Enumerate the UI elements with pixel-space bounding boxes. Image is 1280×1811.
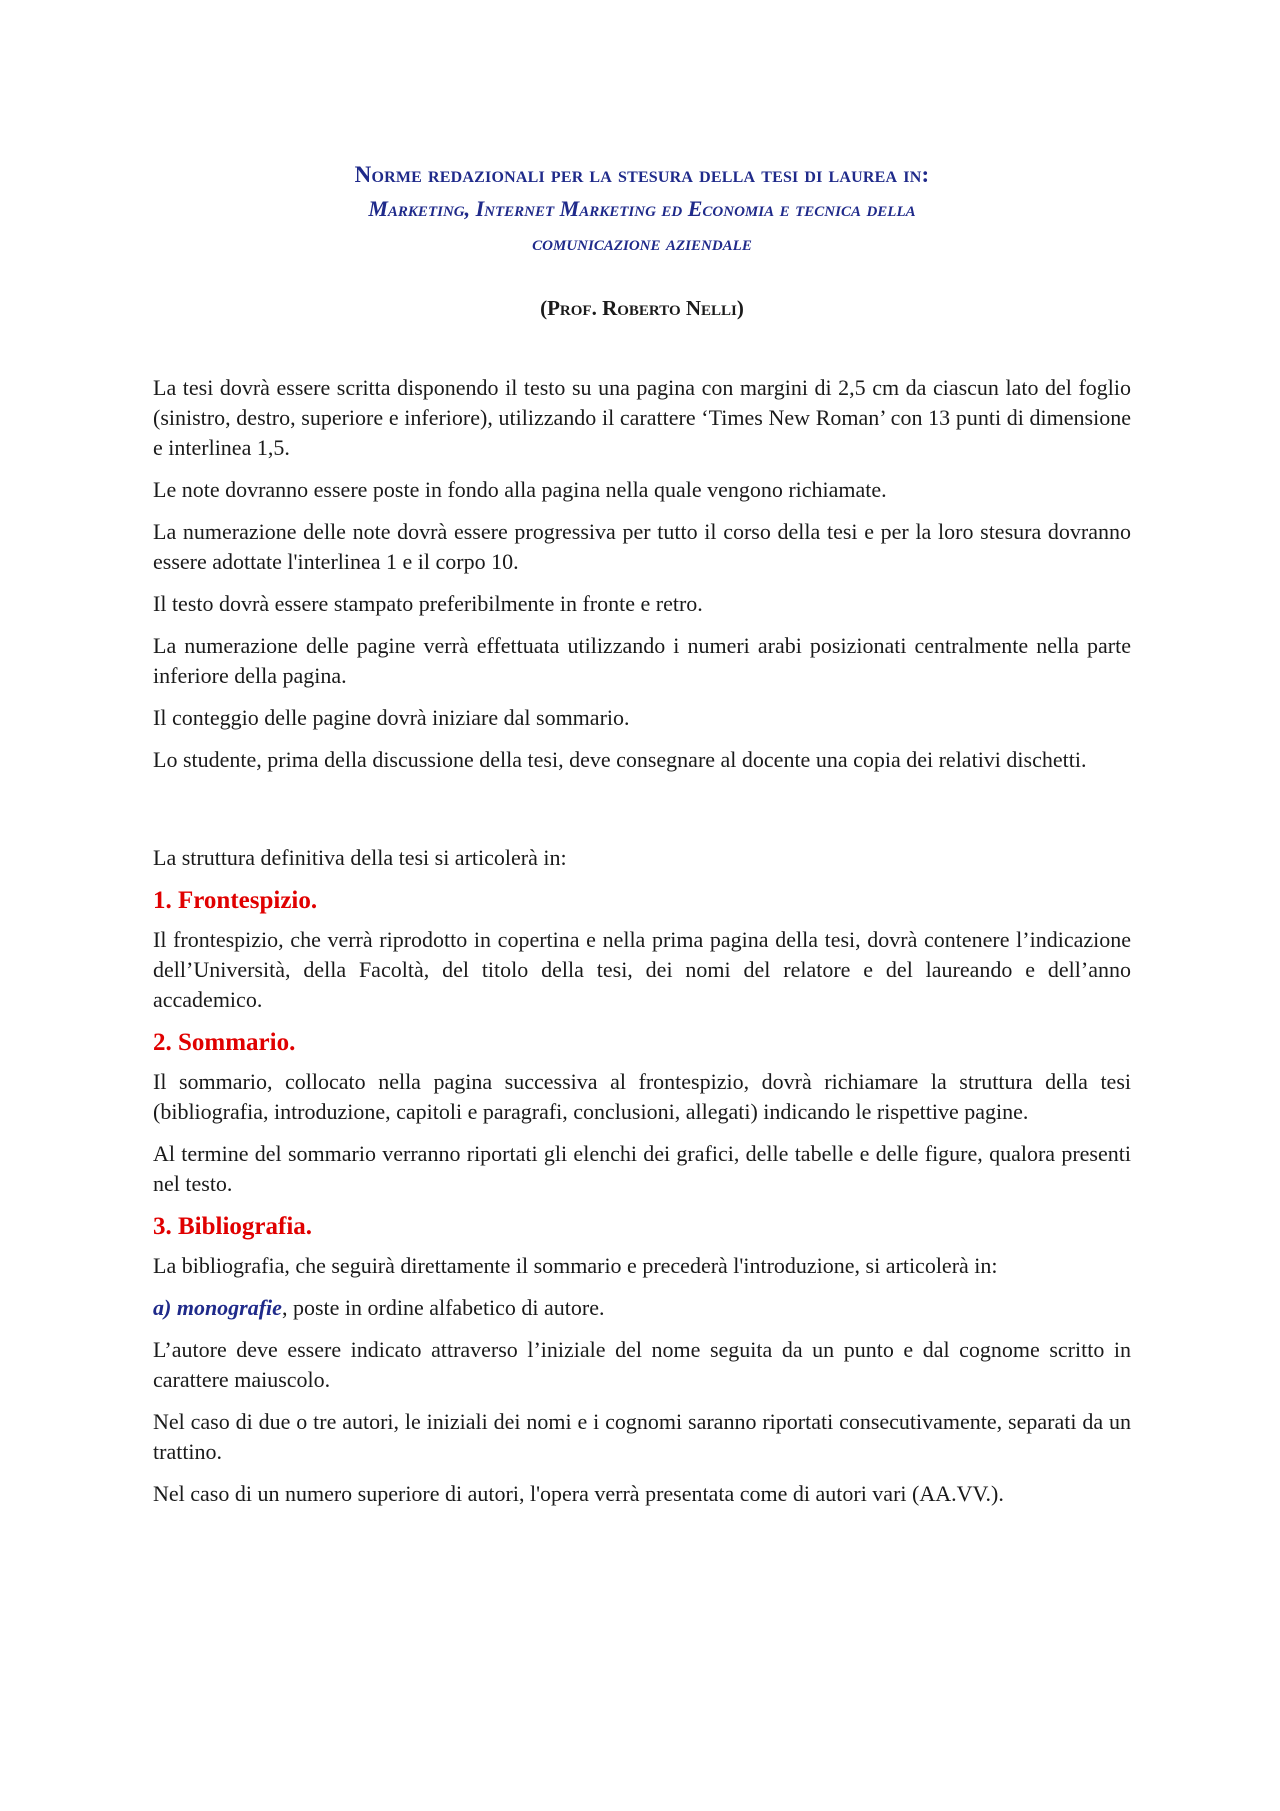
section-paragraph: Al termine del sommario verranno riportati gli elenchi dei grafici, delle tabelle e delle figure, qualora presenti nel testo. — [153, 1141, 1131, 1196]
monografie-paragraph — [153, 1293, 1131, 1323]
section-heading-bibliografia: 3. Bibliografia. — [153, 1213, 313, 1240]
monografie-text: , poste in ordine alfabetico di autore. — [281, 1295, 605, 1320]
section-paragraph: Nel caso di un numero superiore di autori, l'opera verrà presentata come di autori vari (AA.VV.). — [153, 1481, 1004, 1506]
document-subtitle-line2: comunicazione aziendale — [532, 230, 752, 255]
document-title: Norme redazionali per la stesura della tesi di laurea in: — [354, 162, 930, 187]
document-subtitle-line1: Marketing, Internet Marketing ed Economia e tecnica della — [368, 196, 916, 221]
document-page — [153, 0, 1131, 1521]
intro-paragraph: La tesi dovrà essere scritta disponendo il testo su una pagina con margini di 2,5 cm da ciascun lato del foglio (sinistro, destro, superiore e inferiore), utilizzando il carattere ‘Times New Roman’ con 13 punti di dimensione e interlinea 1,5. — [153, 375, 1131, 460]
intro-paragraph: Lo studente, prima della discussione della tesi, deve consegnare al docente una copia dei relativi dischetti. — [153, 747, 1087, 772]
intro-paragraph: La numerazione delle pagine verrà effettuata utilizzando i numeri arabi posizionati centralmente nella parte inferiore della pagina. — [153, 633, 1131, 688]
title-block — [153, 158, 1131, 260]
section-heading-frontespizio: 1. Frontespizio. — [153, 887, 318, 914]
section-paragraph: Il frontespizio, che verrà riprodotto in copertina e nella prima pagina della tesi, dovrà contenere l’indicazione dell’Università, della Facoltà, del titolo della tesi, dei nomi del relatore e del laureando e dell’anno accademico. — [153, 927, 1131, 1012]
section-paragraph: L’autore deve essere indicato attraverso l’iniziale del nome seguita da un punto e dal cognome scritto in carattere maiuscolo. — [153, 1337, 1131, 1392]
section-spacer — [153, 787, 1131, 843]
section-heading-sommario: 2. Sommario. — [153, 1029, 296, 1056]
section-paragraph: La bibliografia, che seguirà direttamente il sommario e precederà l'introduzione, si articolerà in: — [153, 1253, 998, 1278]
document-body — [153, 373, 1131, 1509]
section-paragraph: Nel caso di due o tre autori, le iniziali dei nomi e i cognomi saranno riportati consecutivamente, separati da un trattino. — [153, 1409, 1131, 1464]
structure-intro: La struttura definitiva della tesi si articolerà in: — [153, 845, 567, 870]
intro-paragraph: Il conteggio delle pagine dovrà iniziare dal sommario. — [153, 705, 630, 730]
intro-paragraph: La numerazione delle note dovrà essere progressiva per tutto il corso della tesi e per la loro stesura dovranno essere adottate l'interlinea 1 e il corpo 10. — [153, 519, 1131, 574]
section-paragraph: Il sommario, collocato nella pagina successiva al frontespizio, dovrà richiamare la struttura della tesi (bibliografia, introduzione, capitoli e paragrafi, conclusioni, allegati) indicando le rispettive pagine. — [153, 1069, 1131, 1124]
intro-paragraph: Il testo dovrà essere stampato preferibilmente in fronte e retro. — [153, 591, 703, 616]
author-line: (Prof. Roberto Nelli) — [540, 296, 744, 320]
intro-paragraph: Le note dovranno essere poste in fondo alla pagina nella quale vengono richiamate. — [153, 477, 887, 502]
monografie-label: a) monografie — [153, 1295, 282, 1320]
